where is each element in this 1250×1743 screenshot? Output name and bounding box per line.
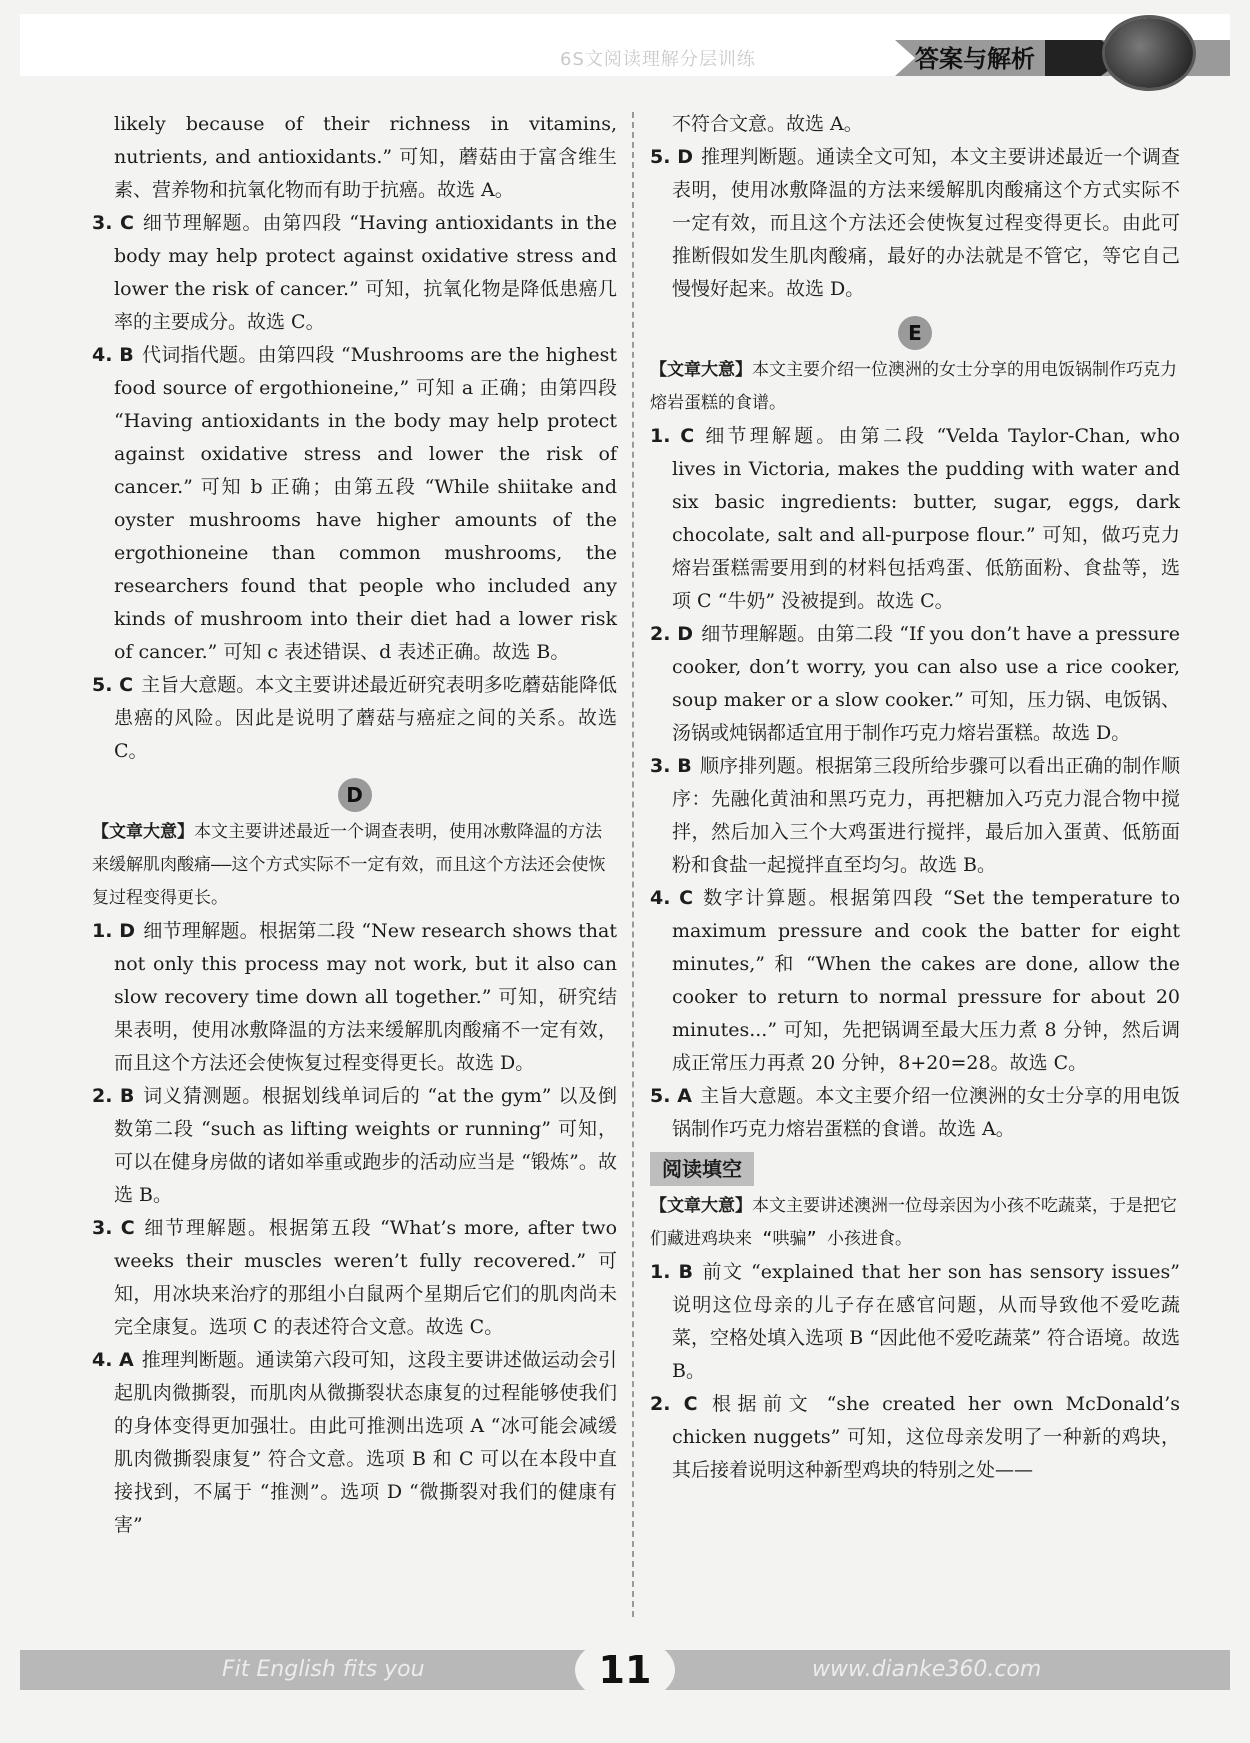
answer-text: 细节理解题。由第四段 “Having antioxidants in the body may help protect against oxidative stress and lower the risk of cancer.” 可知，抗氧化物是降低患癌几率的主要成分。故选 C。 — [114, 212, 617, 333]
page-number: 11 — [598, 1648, 652, 1692]
answer-d3 — [92, 1212, 617, 1344]
answer-d2 — [92, 1080, 617, 1212]
left-column — [92, 108, 617, 1542]
answer-c4 — [92, 339, 617, 669]
footer-slogan: Fit English fits you — [222, 1657, 425, 1682]
answer-number: 2. B — [92, 1085, 135, 1107]
section-e-summary — [650, 354, 1180, 420]
summary-label: 【文章大意】 — [650, 1196, 752, 1216]
answer-d5 — [650, 141, 1180, 306]
answer-number: 4. B — [92, 344, 134, 366]
answer-number: 1. B — [650, 1261, 694, 1283]
answer-text: 细节理解题。根据第五段 “What’s more, after two weeks their muscles weren’t fully recovered.” 可知，用冰块来治疗的那组小白鼠两个星期后它们的肌肉尚未完全康复。选项 C 的表述符合文意。故选 C。 — [114, 1217, 618, 1338]
summary-label: 【文章大意】 — [92, 822, 194, 842]
answer-number: 5. C — [92, 674, 134, 696]
answer-text: 主旨大意题。本文主要讲述最近研究表明多吃蘑菇能降低患癌的风险。因此是说明了蘑菇与癌症之间的关系。故选 C。 — [114, 674, 617, 762]
answer-number: 4. C — [650, 887, 694, 909]
answer-number: 3. C — [92, 1217, 135, 1239]
answer-text: 前文 “explained that her son has sensory issues” 说明这位母亲的儿子存在感官问题，从而导致他不爱吃蔬菜，空格处填入选项 B “因此他不爱吃蔬菜” 符合语境。故选 B。 — [672, 1261, 1180, 1382]
answer-text: 根据前文 “she created her own McDonald’s chicken nuggets” 可知，这位母亲发明了一种新的鸡块，其后接着说明这种新型鸡块的特别之处—— — [672, 1393, 1180, 1481]
continued-answer: 不符合文意。故选 A。 — [672, 113, 863, 135]
answer-e3 — [650, 750, 1180, 882]
answer-number: 3. B — [650, 755, 692, 777]
continued-answer: likely because of their richness in vitamins, nutrients, and antioxidants.” 可知，蘑菇由于富含维生素、营养物和抗氧化物而有助于抗癌。故选 A。 — [114, 113, 617, 201]
logo-icon — [1105, 18, 1193, 88]
answer-text: 主旨大意题。本文主要介绍一位澳洲的女士分享的用电饭锅制作巧克力熔岩蛋糕的食谱。故选 A。 — [672, 1085, 1180, 1140]
answer-text: 细节理解题。由第二段 “If you don’t have a pressure cooker, don’t worry, you can also use a rice cooker, soup maker or a slow cooker.” 可知，压力锅、电饭锅、汤锅或炖锅都适宜用于制作巧克力熔岩蛋糕。故选 D。 — [672, 623, 1180, 744]
right-column — [650, 108, 1180, 1487]
summary-text: 本文主要介绍一位澳洲的女士分享的用电饭锅制作巧克力熔岩蛋糕的食谱。 — [650, 360, 1177, 413]
answer-number: 4. A — [92, 1349, 134, 1371]
section-e-badge: E — [898, 316, 932, 350]
answer-d4 — [92, 1344, 617, 1542]
answer-text: 细节理解题。根据第二段 “New research shows that not only this process may not work, but it also can slow recovery time down all together.” 可知，研究结果表明，使用冰敷降温的方法来缓解肌肉酸痛不一定有效，而且这个方法还会使恢复过程变得更长。故选 D。 — [114, 920, 617, 1074]
answer-d1 — [92, 915, 617, 1080]
summary-text: 本文主要讲述最近一个调查表明，使用冰敷降温的方法来缓解肌肉酸痛——这个方式实际不一定有效，而且这个方法还会使恢复过程变得更长。 — [92, 822, 606, 908]
answer-e5 — [650, 1080, 1180, 1146]
answer-number: 1. D — [92, 920, 136, 942]
answer-number: 5. A — [650, 1085, 692, 1107]
answer-number: 3. C — [92, 212, 134, 234]
answer-text: 顺序排列题。根据第三段所给步骤可以看出正确的制作顺序：先融化黄油和黑巧克力，再把糖加入巧克力混合物中搅拌，然后加入三个大鸡蛋进行搅拌，最后加入蛋黄、低筋面粉和食盐一起搅拌直至均匀。故选 B。 — [672, 755, 1180, 876]
answer-c5 — [92, 669, 617, 768]
answer-number: 2. D — [650, 623, 694, 645]
answer-e4 — [650, 882, 1180, 1080]
answer-text: 细节理解题。由第二段 “Velda Taylor-Chan, who lives in Victoria, makes the pudding with water and six basic ingredients: butter, sugar, eggs, dark chocolate, salt and all-purpose flour.” 可知，做巧克力熔岩蛋糕需要用到的材料包括鸡蛋、低筋面粉、食盐等，选项 C “牛奶” 没被提到。故选 C。 — [672, 425, 1180, 612]
answer-text: 推理判断题。通读全文可知，本文主要讲述最近一个调查表明，使用冰敷降温的方法来缓解肌肉酸痛这个方式实际不一定有效，而且这个方法还会使恢复过程变得更长。由此可推断假如发生肌肉酸痛，最好的办法就是不管它，等它自己慢慢好起来。故选 D。 — [672, 146, 1180, 300]
column-divider — [632, 112, 634, 1617]
section-d-summary — [92, 816, 617, 915]
answer-r1 — [650, 1256, 1180, 1388]
answer-number: 2. C — [650, 1393, 698, 1415]
header-shadow-text: 6S文阅读理解分层训练 — [560, 49, 756, 70]
footer-url: www.dianke360.com — [812, 1657, 1042, 1682]
answer-e1 — [650, 420, 1180, 618]
answer-text: 数字计算题。根据第四段 “Set the temperature to maximum pressure and cook the batter for eight minutes,” 和 “When the cakes are done, allow the cooker to return to normal pressure for about 20 minutes...” 可知，先把锅调至最大压力煮 8 分钟，然后调成正常压力再煮 20 分钟，8+20=28。故选 C。 — [672, 887, 1181, 1074]
section-d-badge: D — [338, 778, 372, 812]
summary-label: 【文章大意】 — [650, 360, 752, 380]
answer-text: 推理判断题。通读第六段可知，这段主要讲述做运动会引起肌肉微撕裂，而肌肉从微撕裂状态康复的过程能够使我们的身体变得更加强壮。由此可推测出选项 A “冰可能会减缓肌肉微撕裂康复” 符合文意。选项 B 和 C 可以在本段中直接找到，不属于 “推测”。选项 D “微撕裂对我们的健康有害” — [114, 1349, 617, 1536]
answer-c3 — [92, 207, 617, 339]
section-reading-title: 阅读填空 — [650, 1152, 754, 1186]
answer-text: 词义猜测题。根据划线单词后的 “at the gym” 以及倒数第二段 “such as lifting weights or running” 可知，可以在健身房做的诸如举重或跑步的活动应当是 “锻炼”。故选 B。 — [114, 1085, 617, 1206]
section-reading-summary — [650, 1190, 1180, 1256]
answer-r2 — [650, 1388, 1180, 1487]
answer-number: 5. D — [650, 146, 693, 168]
summary-text: 本文主要讲述澳洲一位母亲因为小孩不吃蔬菜，于是把它们藏进鸡块来 “哄骗” 小孩进食。 — [650, 1196, 1177, 1249]
answer-number: 1. C — [650, 425, 695, 447]
header-title: 答案与解析 — [915, 45, 1035, 73]
answer-text: 代词指代题。由第四段 “Mushrooms are the highest food source of ergothioneine,” 可知 a 正确；由第四段 “Having antioxidants in the body may help protect against oxidative stress and lower the risk of cancer.” 可知 b 正确；由第五段 “While shiitake and oyster mushrooms have higher amounts of the ergothioneine than common mushrooms, the researchers found that people who included any kinds of mushroom into their diet had a lower risk of cancer.” 可知 c 表述错误、d 表述正确。故选 B。 — [114, 344, 617, 663]
answer-e2 — [650, 618, 1180, 750]
